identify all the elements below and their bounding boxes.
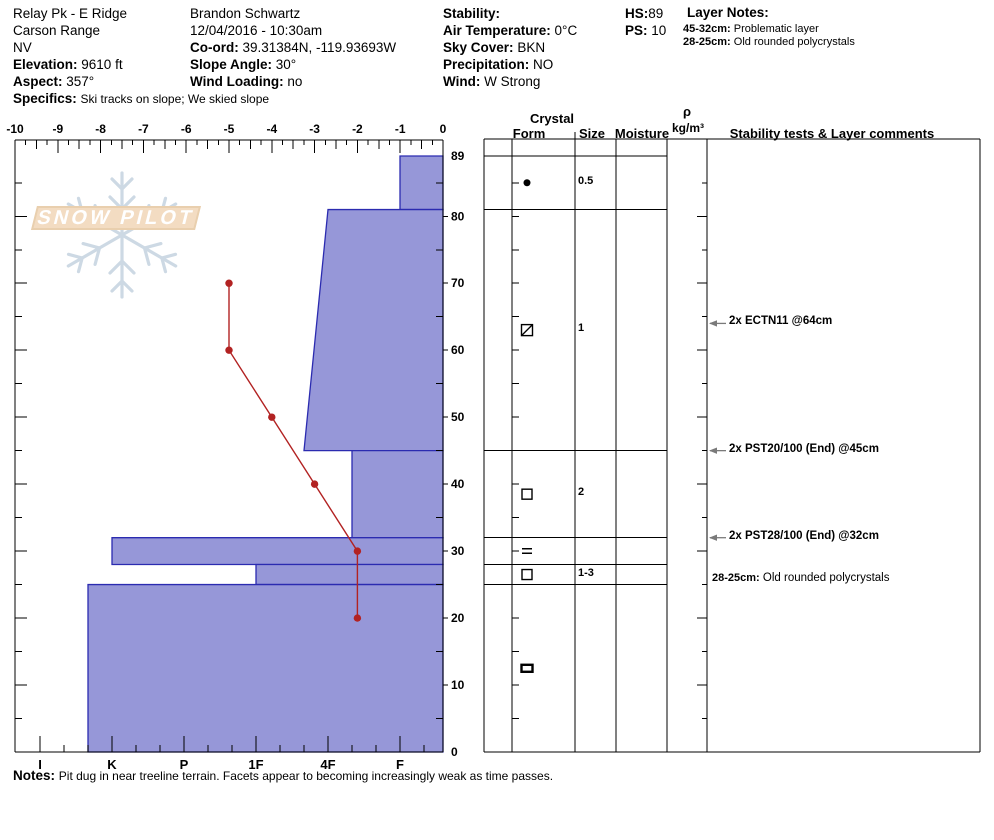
snow-layer: [88, 585, 443, 752]
form-header: Form: [512, 126, 546, 141]
svg-text:0: 0: [439, 122, 447, 136]
aspect-line: Aspect: 357°: [13, 74, 95, 89]
hs-line: HS:89: [625, 6, 664, 21]
density-header: ρ: [682, 104, 692, 119]
snow-layer: [256, 564, 443, 584]
temperature-point: [225, 280, 232, 287]
left-arrow-icon: [709, 447, 717, 453]
crystal-header: Crystal: [529, 111, 575, 126]
svg-text:-10: -10: [6, 122, 24, 136]
grain-form-rect-icon: [522, 665, 533, 672]
svg-text:4F: 4F: [320, 757, 336, 772]
precip-line: Precipitation: NO: [443, 57, 554, 72]
state: NV: [13, 40, 32, 55]
svg-text:P: P: [179, 757, 189, 772]
grain-size-value: 1: [578, 322, 585, 335]
grain-size-value: 2: [578, 486, 585, 499]
temperature-point: [354, 547, 361, 554]
temperature-point: [311, 480, 318, 487]
stability-test-label: 2x ECTN11 @64cm: [729, 315, 833, 328]
svg-text:20: 20: [451, 611, 465, 626]
svg-text:F: F: [396, 757, 404, 772]
grain-form-dot-icon: [524, 179, 531, 186]
svg-text:-8: -8: [95, 122, 106, 136]
left-arrow-icon: [709, 320, 717, 326]
svg-text:K: K: [107, 757, 117, 772]
grain-form-square-icon: [522, 570, 532, 580]
sky-cover-line: Sky Cover: BKN: [443, 40, 546, 55]
svg-text:60: 60: [451, 343, 465, 358]
watermark-text: SNOW PILOT: [35, 206, 198, 229]
svg-text:70: 70: [451, 276, 465, 291]
svg-text:89: 89: [451, 149, 465, 163]
stability-test-label: 2x PST28/100 (End) @32cm: [729, 529, 879, 542]
specifics-line: Specifics: Ski tracks on slope; We skied slope: [13, 91, 270, 106]
temperature-point: [354, 614, 361, 621]
pit-name: Relay Pk - E Ridge: [13, 6, 128, 21]
svg-text:10: 10: [451, 678, 465, 693]
moisture-header: Moisture: [614, 126, 670, 141]
svg-text:-9: -9: [52, 122, 64, 136]
svg-text:-5: -5: [223, 122, 235, 136]
svg-text:50: 50: [451, 410, 465, 425]
notes-line: Notes: Pit dug in near treeline terrain. Facets appear to becoming increasingly weak as time passes.: [13, 768, 554, 783]
layer-note: 45-32cm: Problematic layer: [683, 23, 819, 35]
stability-tests-header: Stability tests & Layer comments: [729, 126, 935, 141]
snow-layer: [304, 210, 443, 451]
svg-text:40: 40: [451, 477, 465, 492]
pit-datetime: 12/04/2016 - 10:30am: [190, 23, 323, 38]
stability-line: Stability:: [443, 6, 501, 21]
grain-size-value: 0.5: [578, 174, 594, 187]
svg-text:-4: -4: [266, 122, 278, 136]
slope-angle-line: Slope Angle: 30°: [190, 57, 297, 72]
coord-line: Co-ord: 39.31384N, -119.93693W: [190, 40, 397, 55]
snow-layer: [112, 538, 443, 565]
wind-loading-line: Wind Loading: no: [190, 74, 303, 89]
svg-text:-7: -7: [138, 122, 149, 136]
grain-form-square-icon: [522, 489, 532, 499]
svg-text:I: I: [38, 757, 42, 772]
svg-text:80: 80: [451, 209, 465, 224]
grain-size-value: 1-3: [578, 566, 594, 579]
ps-line: PS: 10: [625, 23, 667, 38]
air-temp-line: Air Temperature: 0°C: [443, 23, 578, 38]
density-units: kg/m³: [671, 121, 705, 135]
size-header: Size: [578, 126, 606, 141]
layer-comment: 28-25cm: Old rounded polycrystals: [712, 572, 890, 584]
left-arrow-icon: [709, 535, 717, 541]
svg-text:0: 0: [451, 745, 458, 759]
elevation-line: Elevation: 9610 ft: [13, 57, 123, 72]
svg-text:-1: -1: [394, 122, 406, 136]
svg-text:1F: 1F: [248, 757, 264, 772]
svg-text:-6: -6: [180, 122, 192, 136]
observer-name: Brandon Schwartz: [190, 6, 301, 21]
layer-notes-title: Layer Notes:: [687, 5, 769, 20]
svg-text:30: 30: [451, 544, 465, 559]
temperature-point: [268, 413, 275, 420]
wind-line: Wind: W Strong: [443, 74, 541, 89]
svg-text:-2: -2: [352, 122, 363, 136]
snow-layer: [352, 451, 443, 538]
stability-test-label: 2x PST20/100 (End) @45cm: [729, 442, 879, 455]
layer-note: 28-25cm: Old rounded polycrystals: [683, 36, 855, 48]
temperature-point: [225, 347, 232, 354]
svg-text:-3: -3: [309, 122, 320, 136]
mountain-range: Carson Range: [13, 23, 101, 38]
